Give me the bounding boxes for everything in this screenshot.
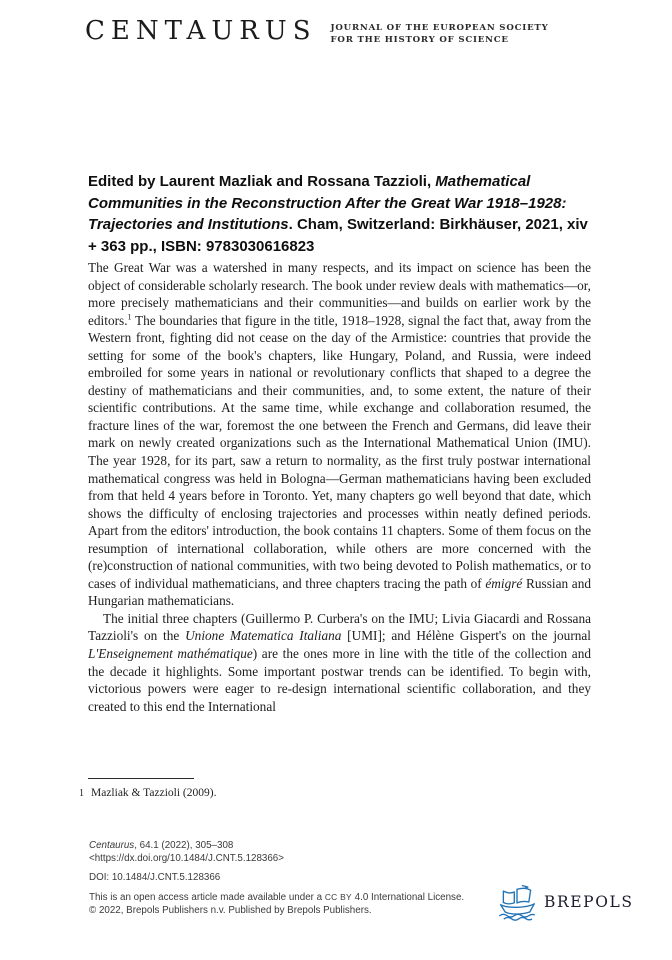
tagline-line-1: JOURNAL OF THE EUROPEAN SOCIETY [330,23,549,33]
footnote-text: Mazliak & Tazzioli (2009). [91,787,217,799]
doi-url-link[interactable]: <https://dx.doi.org/10.1484/J.CNT.5.128366> [89,852,284,864]
citation-line: Centaurus, 64.1 (2022), 305–308 [89,840,234,851]
tagline-line-2: FOR THE HISTORY OF SCIENCE [330,34,509,45]
doi-line: DOI: 10.1484/J.CNT.5.128366 [89,871,221,883]
footnote-marker: 1 [79,788,84,799]
article-body [88,259,591,715]
imprint-block [89,840,464,916]
body-paragraph-1: The Great War was a watershed in many respects, and its impact on science has been the object of considerable scholarly research. The book under review deals with mathematics—or, more precisely mathematicians and their communities—and builds on earlier work by the editors.$^1$ The boundaries that figure in the title, 1918–1928, signal the fact that, away from the Western front, fighting did not cease on the day of the Armistice: countries that provide the setting for some of the book's chapters, like Hungary, Poland, and Russia, were indeed embroiled for some years in national or revolutionary conflicts that shaped to a degree the destiny of mathematicians and their communities, and, to some extent, the nature of their scientific contributions. At the same time, while exchange and collaboration resumed, the fracture lines of the war, foremost the one between the French and Germans, did leave their mark on newly created organizations such as the International Mathematical Union (IMU). The year 1928, for its part, saw a return to normality, as the first truly postwar international mathematical congress was held in Bologna—German mathematicians having been excluded from that held 4 years before in Toronto. Yet, many chapters go well beyond that date, which shows the difficulty of enclosing trajectories and processes within neatly defined periods. Apart from the editors' introduction, the book contains 11 chapters. Some of them focus on the resumption of international collaboration, while others are more concerned with the (re)construction of national communities, with two being devoted to Polish mathematics, or to cases of individual mathematicians, and three chapters tracing the path of émigré Russian and Hungarian mathematicians. [88,260,592,609]
body-paragraph-2: The initial three chapters (Guillermo P. Curbera's on the IMU; Livia Giacardi and Rossana Tazzioli's on the Unione Matematica Italiana [UMI]; and Hélène Gispert's on the journal L'Enseignement mathématique) are the ones more in line with the title of the collection and the decade it highlights. Some important postwar trends can be identified. To begin with, victorious powers were eager to re-design international scientific collaboration, and they created to this end the International [88,610,591,714]
review-heading: Edited by Laurent Mazliak and Rossana Tazzioli, Mathematical Communities in the Reconstruction After the Great War 1918–1928: Trajectories and Institutions. Cham, Switzerland: Birkhäuser, 2021, xiv + 363 pp., ISBN: 9783030616823 [88,173,588,255]
publisher-logo [497,883,634,921]
footnote-divider [88,778,194,779]
copyright-line: © 2022, Brepols Publishers n.v. Published by Brepols Publishers. [89,904,372,916]
footnote [79,787,216,799]
journal-masthead [85,16,549,46]
journal-logo-text: CENTAURUS [85,16,317,46]
journal-tagline [331,16,549,46]
ship-icon [497,883,537,921]
license-line: This is an open access article made available under a CC BY 4.0 International License. [89,891,465,903]
publisher-name: BREPOLS [544,893,634,911]
